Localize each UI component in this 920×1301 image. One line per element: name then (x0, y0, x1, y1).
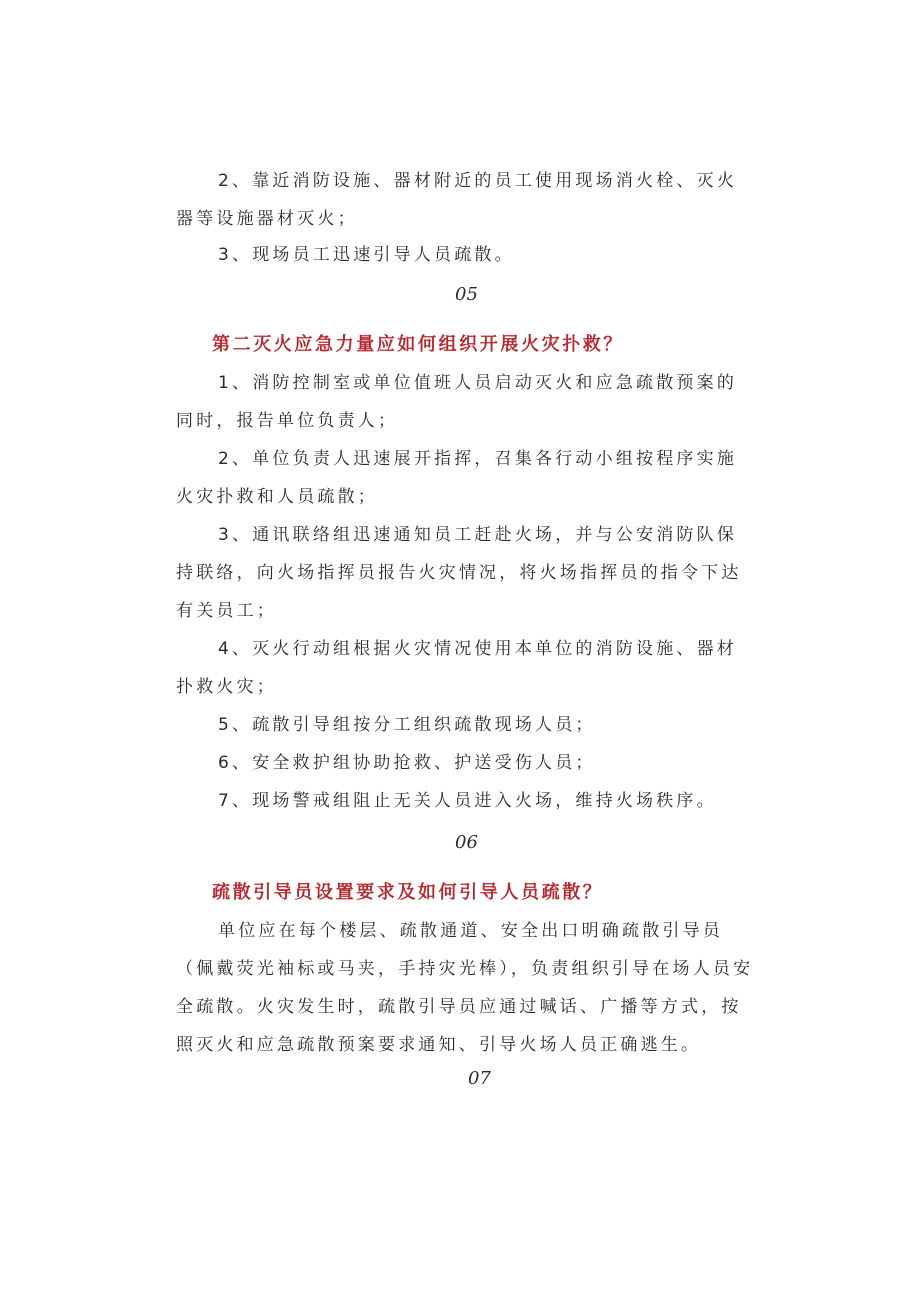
page-number: 07 (468, 1068, 491, 1089)
list-item: 4、灭火行动组根据火灾情况使用本单位的消防设施、器材扑救火灾； (176, 639, 738, 697)
list-item: 2、单位负责人迅速展开指挥，召集各行动小组按程序实施火灾扑救和人员疏散； (176, 449, 738, 507)
list-item: 7、现场警戒组阻止无关人员进入火场，维持火场秩序。 (218, 791, 717, 811)
list-item: 3、通讯联络组迅速通知员工赶赴火场，并与公安消防队保持联络，向火场指挥员报告火灾情况，将火场指挥员的指令下达有关员工； (176, 525, 742, 621)
page-number: 06 (455, 832, 478, 853)
body-paragraph: 单位应在每个楼层、疏散通道、安全出口明确疏散引导员（佩戴荧光袖标或马夹，手持灾光棒），负责组织引导在场人员安全疏散。火灾发生时，疏散引导员应通过喊话、广播等方式，按照灭火和应急疏散预案要求通知、引导火场人员正确逃生。 (176, 921, 754, 1055)
list-item: 1、消防控制室或单位值班人员启动灭火和应急疏散预案的同时，报告单位负责人； (176, 373, 738, 431)
section-heading: 疏散引导员设置要求及如何引导人员疏散？ (212, 882, 604, 903)
section-heading: 第二灭火应急力量应如何组织开展火灾扑救？ (212, 334, 624, 355)
list-item: 5、疏散引导组按分工组织疏散现场人员； (218, 715, 596, 735)
list-item: 3、现场员工迅速引导人员疏散。 (218, 245, 515, 265)
list-item: 2、靠近消防设施、器材附近的员工使用现场消火栓、灭火器等设施器材灭火； (176, 171, 738, 229)
list-item: 6、安全救护组协助抢救、护送受伤人员； (218, 753, 596, 773)
page-number: 05 (455, 284, 478, 305)
